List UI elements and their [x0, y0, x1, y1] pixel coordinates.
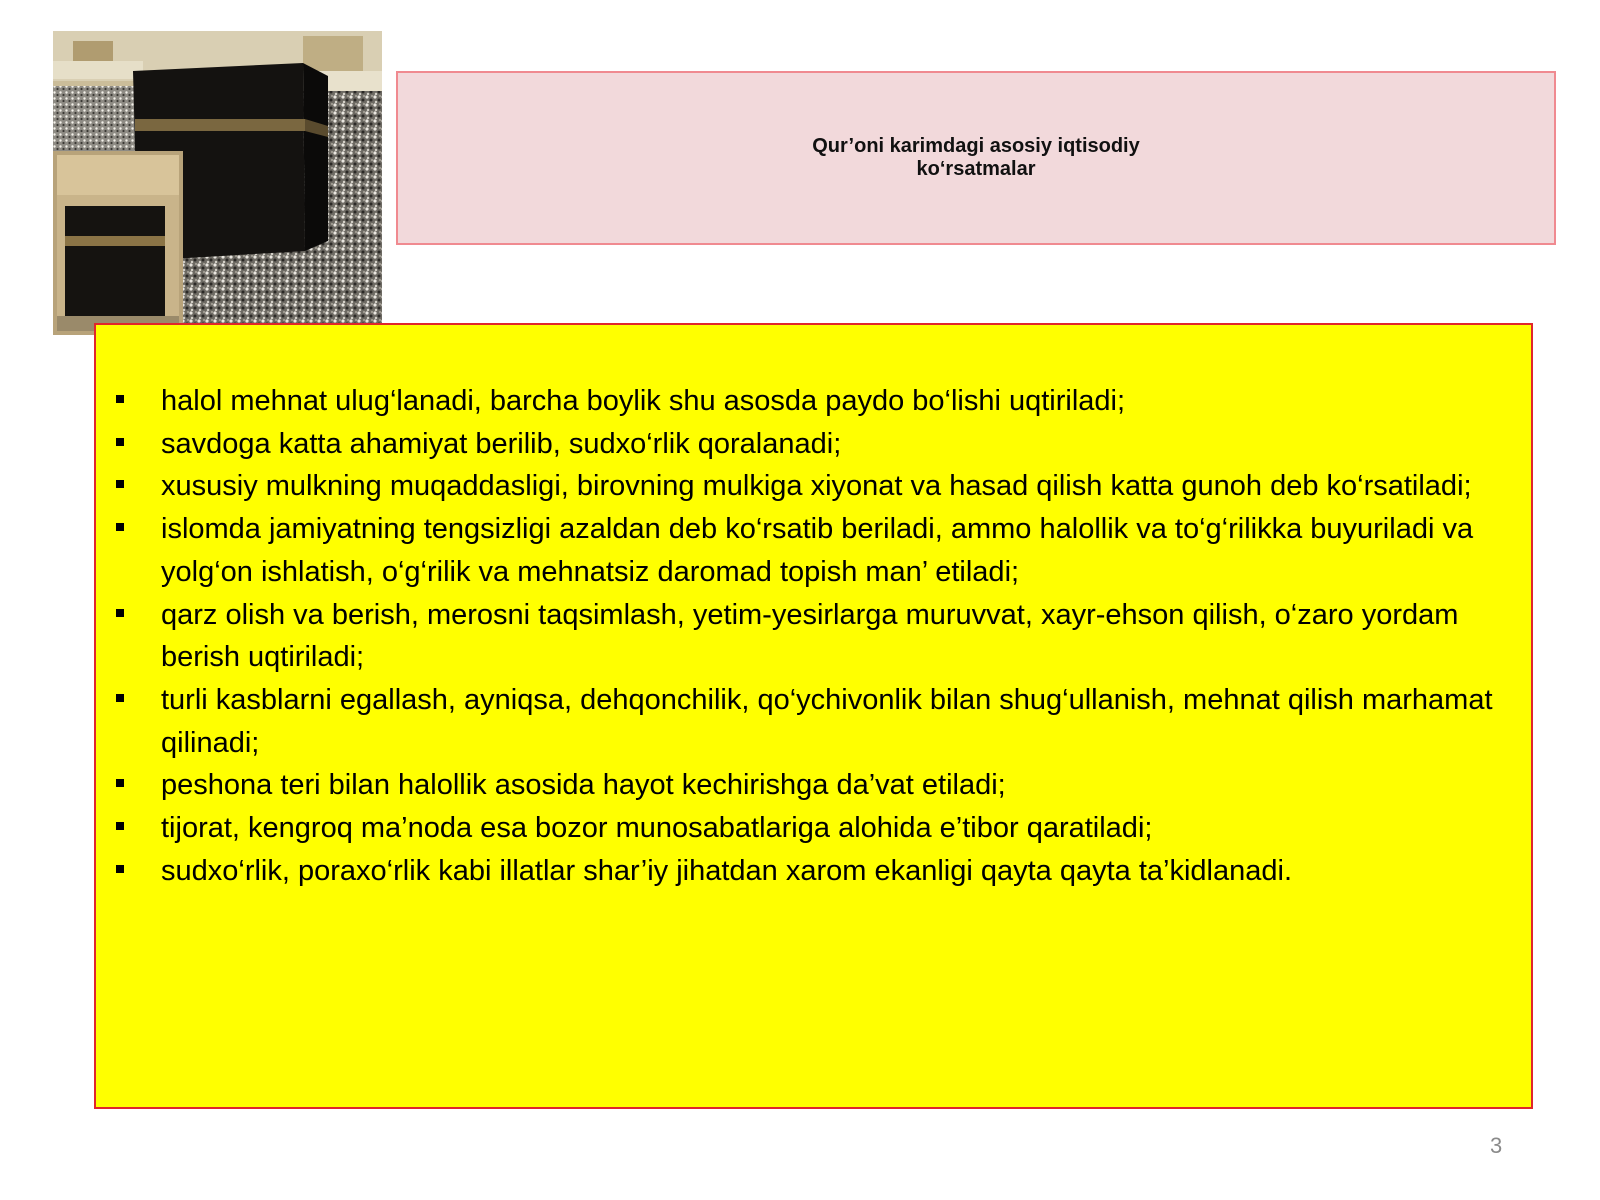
bullet-text: sudxo‘rlik, poraxo‘rlik kabi illatlar shar’iy jihatdan xarom ekanligi qayta qayta ta’kidlanadi. — [161, 854, 1293, 887]
slide-title-line1: Qur’oni karimdagi asosiy iqtisodiy — [812, 135, 1140, 157]
square-bullet-icon — [116, 609, 124, 617]
bullet-text: peshona teri bilan halollik asosida hayot kechirishga da’vat etiladi; — [161, 769, 1006, 802]
bullet-text: savdoga katta ahamiyat berilib, sudxo‘rlik qoralanadi; — [161, 427, 842, 460]
slide-title-line2: ko‘rsatmalar — [916, 158, 1036, 180]
bullet-list — [116, 380, 1511, 892]
content-box — [94, 323, 1533, 1109]
bullet-item — [116, 465, 1511, 508]
bullet-text: turli kasblarni egallash, ayniqsa, dehqonchilik, qo‘ychivonlik bilan shug‘ullanish, mehnat qilish marhamat qilinadi; — [161, 683, 1493, 759]
page-number: 3 — [1490, 1133, 1503, 1158]
title-box — [396, 71, 1556, 245]
kaaba-image — [53, 31, 382, 335]
square-bullet-icon — [116, 395, 124, 403]
square-bullet-icon — [116, 694, 124, 702]
square-bullet-icon — [116, 822, 124, 830]
square-bullet-icon — [116, 779, 124, 787]
bullet-text: islomda jamiyatning tengsizligi azaldan deb ko‘rsatib beriladi, ammo halollik va to‘g‘rilikka buyuriladi va yolg‘on ishlatish, o‘g‘rilik va mehnatsiz daromad topish man’ etiladi; — [161, 513, 1474, 588]
bullet-text: qarz olish va berish, merosni taqsimlash, yetim-yesirlarga muruvvat, xayr-ehson qilish, o‘zaro yordam berish uqtiriladi; — [161, 598, 1459, 674]
square-bullet-icon — [116, 865, 124, 873]
square-bullet-icon — [116, 523, 124, 531]
square-bullet-icon — [116, 438, 124, 446]
bullet-item — [116, 508, 1511, 593]
square-bullet-icon — [116, 480, 124, 488]
bullet-item — [116, 807, 1511, 850]
bullet-item — [116, 764, 1511, 807]
slide-title — [696, 135, 1256, 181]
kaaba-photo — [53, 31, 382, 335]
bullet-text: tijorat, kengroq ma’noda esa bozor munosabatlariga alohida e’tibor qaratiladi; — [161, 812, 1153, 845]
bullet-item — [116, 679, 1511, 764]
bullet-item — [116, 850, 1511, 893]
bullet-item — [116, 423, 1511, 466]
bullet-text: halol mehnat ulug‘lanadi, barcha boylik shu asosda paydo bo‘lishi uqtiriladi; — [161, 385, 1126, 417]
bullet-text: xususiy mulkning muqaddasligi, birovning mulkiga xiyonat va hasad qilish katta gunoh deb ko‘rsatiladi; — [161, 470, 1472, 503]
bullet-item — [116, 594, 1511, 679]
bullet-item — [116, 380, 1511, 423]
